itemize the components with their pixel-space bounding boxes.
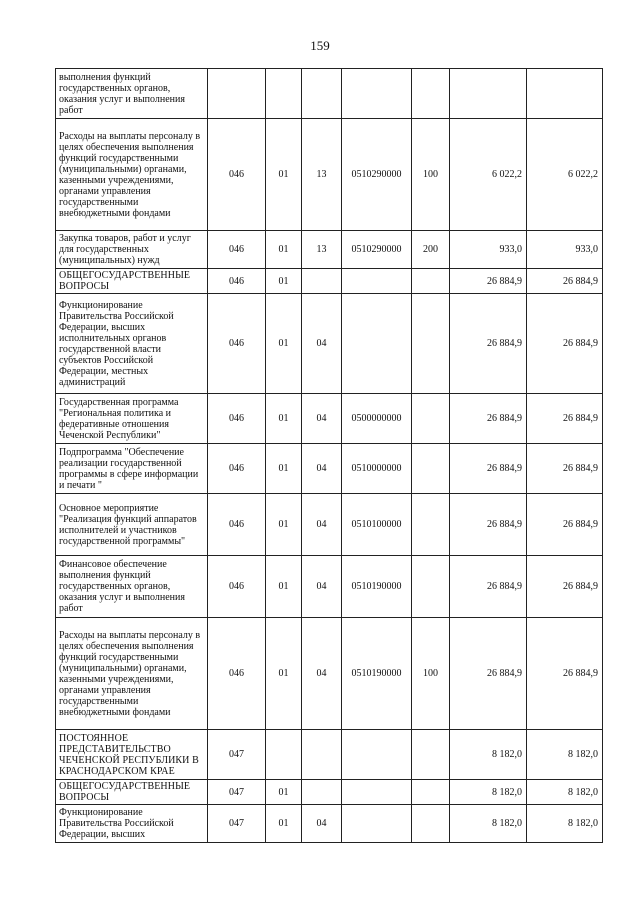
row-name: Финансовое обеспечение выполнения функций государственных органов, оказания услуг и выполнения работ xyxy=(56,556,208,618)
row-target: 0510190000 xyxy=(342,556,412,618)
row-sum-1: 26 884,9 xyxy=(450,494,527,556)
row-sum-2 xyxy=(527,69,603,119)
row-name: Закупка товаров, работ и услуг для государственных (муниципальных) нужд xyxy=(56,231,208,269)
row-target: 0510100000 xyxy=(342,494,412,556)
budget-table xyxy=(55,68,603,843)
table-row xyxy=(56,780,603,805)
row-admin: 046 xyxy=(208,269,266,294)
row-section: 01 xyxy=(266,294,302,394)
row-sum-2: 8 182,0 xyxy=(527,730,603,780)
row-section: 01 xyxy=(266,780,302,805)
row-subsection: 04 xyxy=(302,394,342,444)
row-section: 01 xyxy=(266,556,302,618)
row-target: 0510290000 xyxy=(342,119,412,231)
row-sum-1: 26 884,9 xyxy=(450,269,527,294)
row-subsection: 04 xyxy=(302,805,342,843)
row-sum-2: 26 884,9 xyxy=(527,618,603,730)
row-admin: 047 xyxy=(208,805,266,843)
row-subsection: 04 xyxy=(302,444,342,494)
row-expense-type xyxy=(412,780,450,805)
row-sum-2: 26 884,9 xyxy=(527,444,603,494)
row-section xyxy=(266,69,302,119)
row-subsection: 04 xyxy=(302,294,342,394)
row-expense-type xyxy=(412,394,450,444)
row-target: 0510290000 xyxy=(342,231,412,269)
row-sum-2: 26 884,9 xyxy=(527,269,603,294)
row-name: ОБЩЕГОСУДАРСТВЕННЫЕ ВОПРОСЫ xyxy=(56,780,208,805)
row-name: Функционирование Правительства Российской Федерации, высших исполнительных органов государственной власти субъектов Российской Федерации, местных администраций xyxy=(56,294,208,394)
row-admin: 046 xyxy=(208,231,266,269)
row-subsection: 04 xyxy=(302,618,342,730)
row-admin: 046 xyxy=(208,394,266,444)
row-subsection: 13 xyxy=(302,231,342,269)
row-target: 0510000000 xyxy=(342,444,412,494)
table-row xyxy=(56,394,603,444)
table-row xyxy=(56,69,603,119)
row-name: Расходы на выплаты персоналу в целях обеспечения выполнения функций государственными (муниципальными) органами, казенными учреждениями, органами управления государственными внебюджетными фондами xyxy=(56,618,208,730)
row-subsection: 04 xyxy=(302,494,342,556)
row-sum-2: 8 182,0 xyxy=(527,805,603,843)
row-section: 01 xyxy=(266,119,302,231)
row-sum-1 xyxy=(450,69,527,119)
row-target: 0510190000 xyxy=(342,618,412,730)
row-name: Государственная программа "Региональная политика и федеративные отношения Чеченской Республики" xyxy=(56,394,208,444)
row-sum-2: 26 884,9 xyxy=(527,556,603,618)
row-subsection: 13 xyxy=(302,119,342,231)
row-admin: 046 xyxy=(208,119,266,231)
row-expense-type xyxy=(412,69,450,119)
row-sum-1: 8 182,0 xyxy=(450,805,527,843)
row-sum-2: 8 182,0 xyxy=(527,780,603,805)
row-admin: 047 xyxy=(208,780,266,805)
table-row xyxy=(56,805,603,843)
table-row xyxy=(56,444,603,494)
row-section: 01 xyxy=(266,618,302,730)
row-expense-type: 100 xyxy=(412,618,450,730)
row-target xyxy=(342,294,412,394)
row-section: 01 xyxy=(266,805,302,843)
row-target xyxy=(342,269,412,294)
row-expense-type xyxy=(412,730,450,780)
row-expense-type xyxy=(412,556,450,618)
row-name: ОБЩЕГОСУДАРСТВЕННЫЕ ВОПРОСЫ xyxy=(56,269,208,294)
table-row xyxy=(56,556,603,618)
table-row xyxy=(56,618,603,730)
table-row xyxy=(56,494,603,556)
page-number: 159 xyxy=(310,38,330,53)
row-sum-1: 933,0 xyxy=(450,231,527,269)
row-admin: 047 xyxy=(208,730,266,780)
row-section: 01 xyxy=(266,444,302,494)
table-row xyxy=(56,730,603,780)
row-expense-type: 100 xyxy=(412,119,450,231)
row-subsection xyxy=(302,730,342,780)
row-admin: 046 xyxy=(208,444,266,494)
row-admin: 046 xyxy=(208,494,266,556)
row-sum-1: 26 884,9 xyxy=(450,294,527,394)
row-subsection xyxy=(302,269,342,294)
row-subsection xyxy=(302,780,342,805)
row-name: ПОСТОЯННОЕ ПРЕДСТАВИТЕЛЬСТВО ЧЕЧЕНСКОЙ РЕСПУБЛИКИ В КРАСНОДАРСКОМ КРАЕ xyxy=(56,730,208,780)
row-sum-2: 26 884,9 xyxy=(527,494,603,556)
row-expense-type xyxy=(412,444,450,494)
row-target xyxy=(342,805,412,843)
table-row xyxy=(56,231,603,269)
row-section xyxy=(266,730,302,780)
row-target: 0500000000 xyxy=(342,394,412,444)
row-name: Расходы на выплаты персоналу в целях обеспечения выполнения функций государственными (муниципальными) органами, казенными учреждениями, органами управления государственными внебюджетными фондами xyxy=(56,119,208,231)
row-sum-1: 8 182,0 xyxy=(450,730,527,780)
row-sum-1: 6 022,2 xyxy=(450,119,527,231)
row-subsection xyxy=(302,69,342,119)
table-row xyxy=(56,119,603,231)
row-expense-type xyxy=(412,494,450,556)
row-sum-2: 26 884,9 xyxy=(527,394,603,444)
row-section: 01 xyxy=(266,231,302,269)
row-admin: 046 xyxy=(208,556,266,618)
row-name: Основное мероприятие "Реализация функций аппаратов исполнителей и участников государственной программы" xyxy=(56,494,208,556)
row-admin xyxy=(208,69,266,119)
row-section: 01 xyxy=(266,394,302,444)
row-expense-type xyxy=(412,269,450,294)
row-sum-1: 26 884,9 xyxy=(450,394,527,444)
row-expense-type: 200 xyxy=(412,231,450,269)
row-sum-2: 26 884,9 xyxy=(527,294,603,394)
row-expense-type xyxy=(412,294,450,394)
row-sum-2: 6 022,2 xyxy=(527,119,603,231)
row-sum-1: 26 884,9 xyxy=(450,444,527,494)
row-name: выполнения функций государственных органов, оказания услуг и выполнения работ xyxy=(56,69,208,119)
row-name: Функционирование Правительства Российской Федерации, высших xyxy=(56,805,208,843)
table-row xyxy=(56,294,603,394)
row-name: Подпрограмма "Обеспечение реализации государственной программы в сфере информации и печати " xyxy=(56,444,208,494)
row-target xyxy=(342,780,412,805)
row-admin: 046 xyxy=(208,294,266,394)
row-section: 01 xyxy=(266,269,302,294)
table-row xyxy=(56,269,603,294)
row-target xyxy=(342,730,412,780)
row-target xyxy=(342,69,412,119)
row-subsection: 04 xyxy=(302,556,342,618)
row-expense-type xyxy=(412,805,450,843)
row-sum-2: 933,0 xyxy=(527,231,603,269)
row-section: 01 xyxy=(266,494,302,556)
row-sum-1: 26 884,9 xyxy=(450,618,527,730)
row-admin: 046 xyxy=(208,618,266,730)
row-sum-1: 8 182,0 xyxy=(450,780,527,805)
row-sum-1: 26 884,9 xyxy=(450,556,527,618)
